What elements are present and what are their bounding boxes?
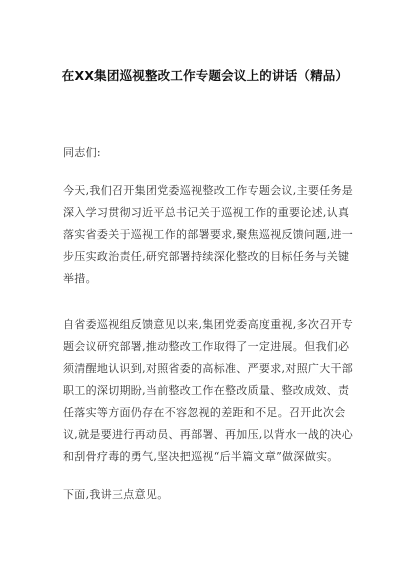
paragraph-1-line: 举措。: [63, 272, 97, 285]
paragraph-1-line: 落实省委关于巡视工作的部署要求,聚焦巡视反馈问题,进一: [63, 228, 354, 241]
paragraph-2-line: 和刮骨疗毒的勇气,坚决把巡视“后半篇文章”做深做实。: [63, 450, 339, 463]
paragraph-2-line: 任落实等方面仍存在不容忽视的差距和不足。召开此次会: [63, 406, 346, 419]
paragraph-2: [63, 314, 363, 468]
paragraph-1-line: 今天,我们召开集团党委巡视整改工作专题会议,主要任务是: [63, 184, 354, 197]
paragraph-2-line: 职工的深切期盼,当前整改工作在整改质量、整改成效、责: [63, 384, 350, 397]
paragraph-1-line: 深入学习贯彻习近平总书记关于巡视工作的重要论述,认真: [63, 206, 350, 219]
paragraph-2-line: 自省委巡视组反馈意见以来,集团党委高度重视,多次召开专: [63, 318, 354, 331]
paragraph-2-line: 议,就是要进行再动员、再部署、再加压,以背水一战的决心: [63, 428, 354, 441]
closing-line: 下面,我讲三点意见。: [63, 488, 169, 501]
paragraph-2-line: 题会议研究部署,推动整改工作取得了一定进展。但我们必: [63, 340, 350, 353]
greeting: 同志们:: [63, 146, 101, 159]
document-title: 在XX集团巡视整改工作专题会议上的讲话（精品）: [61, 68, 349, 83]
paragraph-1: [63, 180, 363, 290]
paragraph-2-line: 须清醒地认识到,对照省委的高标准、严要求,对照广大干部: [63, 362, 354, 375]
paragraph-1-line: 步压实政治责任,研究部署持续深化整改的目标任务与关键: [63, 250, 350, 263]
